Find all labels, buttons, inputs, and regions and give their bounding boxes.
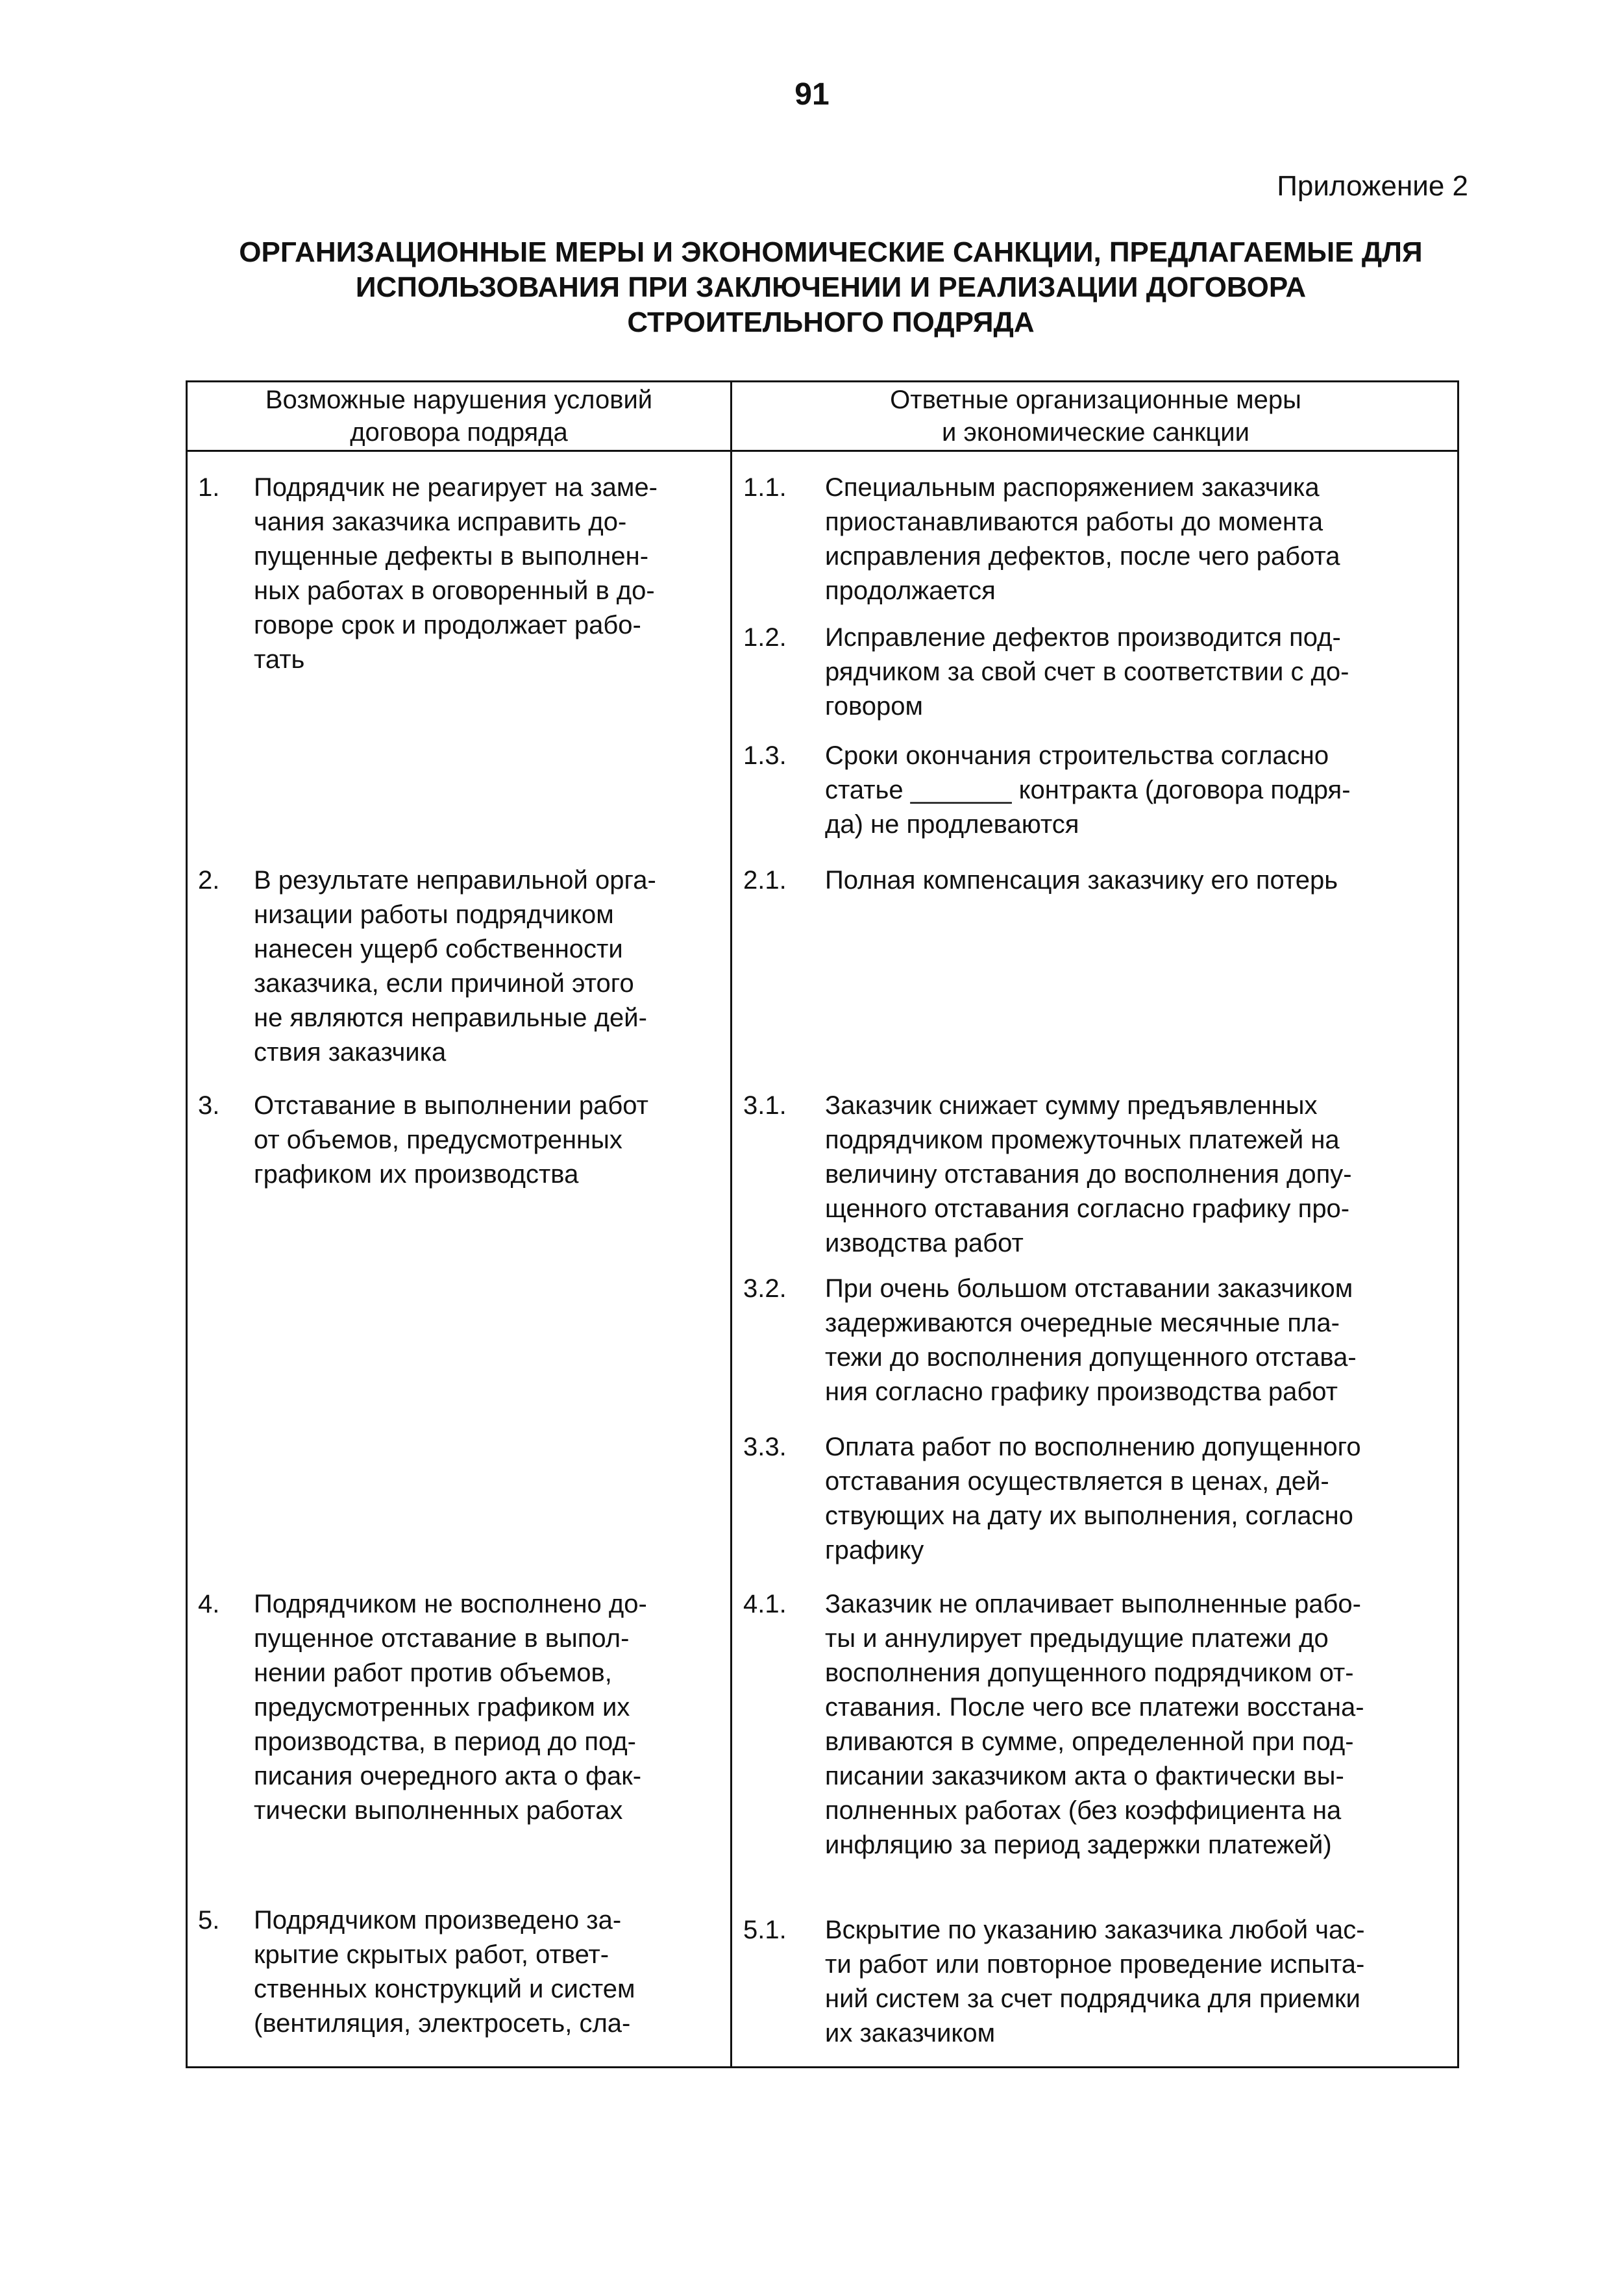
header-violations bbox=[188, 382, 730, 450]
header-measures bbox=[732, 382, 1459, 450]
measure-text: Вскрытие по указанию заказчика любой час- ти работ или повторное проведение испыта- ний систем за счет подрядчика для приемки их заказчиком bbox=[825, 1916, 1365, 2047]
header-line: Возможные нарушения условий bbox=[265, 386, 653, 414]
document-title bbox=[195, 235, 1467, 340]
violation-text: Подрядчиком произведено за- крытие скрытых работ, ответ- ственных конструкций и систем (вентиляция, электросеть, сла- bbox=[254, 1906, 635, 2038]
violation-text: Отставание в выполнении работ от объемов, предусмотренных графиком их производства bbox=[254, 1091, 648, 1189]
header-line: и экономические санкции bbox=[942, 418, 1249, 447]
measure-text: Специальным распоряжением заказчика приостанавливаются работы до момента исправления дефектов, после чего работа продолжается bbox=[825, 473, 1340, 605]
page-number: 91 bbox=[794, 77, 830, 112]
violation-text: Подрядчиком не восполнено до- пущенное отставание в выпол- нении работ против объемов, предусмотренных графиком их производства, в период до под- писания очередного акта о фак- тически выполненных работах bbox=[254, 1590, 647, 1825]
title-line: ИСПОЛЬЗОВАНИЯ ПРИ ЗАКЛЮЧЕНИИ И РЕАЛИЗАЦИИ ДОГОВОРА bbox=[355, 271, 1307, 303]
title-line: ОРГАНИЗАЦИОННЫЕ МЕРЫ И ЭКОНОМИЧЕСКИЕ САНКЦИИ, ПРЕДЛАГАЕМЫЕ ДЛЯ bbox=[239, 236, 1423, 268]
measure-number: 4.1. bbox=[743, 1590, 787, 1618]
measure-number: 3.3. bbox=[743, 1433, 787, 1461]
measure-number: 3.2. bbox=[743, 1274, 787, 1303]
header-line: договора подряда bbox=[350, 418, 568, 447]
header-divider bbox=[188, 450, 1457, 452]
violation-number: 4. bbox=[198, 1590, 220, 1618]
measure-text: При очень большом отставании заказчиком задерживаются очередные месячные пла- тежи до восполнения допущенного отстава- ния согласно графику производства работ bbox=[825, 1274, 1357, 1406]
appendix-label: Приложение 2 bbox=[1277, 170, 1468, 202]
measure-text: Сроки окончания строительства согласно статье _______ контракта (договора подря- да) не продлеваются bbox=[825, 741, 1351, 839]
measure-number: 5.1. bbox=[743, 1916, 787, 1944]
measure-text: Оплата работ по восполнению допущенного отставания осуществляется в ценах, дей- ствующих на дату их выполнения, согласно графику bbox=[825, 1433, 1361, 1564]
header-line: Ответные организационные меры bbox=[890, 386, 1301, 414]
measure-number: 2.1. bbox=[743, 866, 787, 895]
title-line: СТРОИТЕЛЬНОГО ПОДРЯДА bbox=[627, 306, 1035, 338]
measure-text: Полная компенсация заказчику его потерь bbox=[825, 866, 1338, 895]
measure-number: 3.1. bbox=[743, 1091, 787, 1120]
column-divider bbox=[730, 382, 732, 2066]
measure-number: 1.1. bbox=[743, 473, 787, 502]
violation-number: 1. bbox=[198, 473, 220, 502]
measure-text: Заказчик не оплачивает выполненные рабо- ты и аннулирует предыдущие платежи до восполнения допущенного подрядчиком от- ставания. После чего все платежи восстана- вливаются в сумме, определенной при под- писании заказчиком акта о фактически вы- полненных работах (без коэффициента на инфляцию за период задержки платежей) bbox=[825, 1590, 1364, 1859]
measure-text: Исправление дефектов производится под- рядчиком за свой счет в соответствии с до- говором bbox=[825, 623, 1349, 721]
measure-text: Заказчик снижает сумму предъявленных подрядчиком промежуточных платежей на величину отставания до восполнения допу- щенного отставания согласно графику про- изводства работ bbox=[825, 1091, 1352, 1257]
sanctions-table bbox=[186, 380, 1459, 2068]
violation-number: 2. bbox=[198, 866, 220, 895]
measure-number: 1.2. bbox=[743, 623, 787, 652]
violation-number: 3. bbox=[198, 1091, 220, 1120]
measure-number: 1.3. bbox=[743, 741, 787, 770]
violation-text: Подрядчик не реагирует на заме- чания заказчика исправить до- пущенные дефекты в выполнен- ных работах в оговоренный в до- говоре срок и продолжает рабо- тать bbox=[254, 473, 658, 674]
violation-number: 5. bbox=[198, 1906, 220, 1935]
violation-text: В результате неправильной орга- низации работы подрядчиком нанесен ущерб собственности заказчика, если причиной этого не являются неправильные дей- ствия заказчика bbox=[254, 866, 656, 1067]
